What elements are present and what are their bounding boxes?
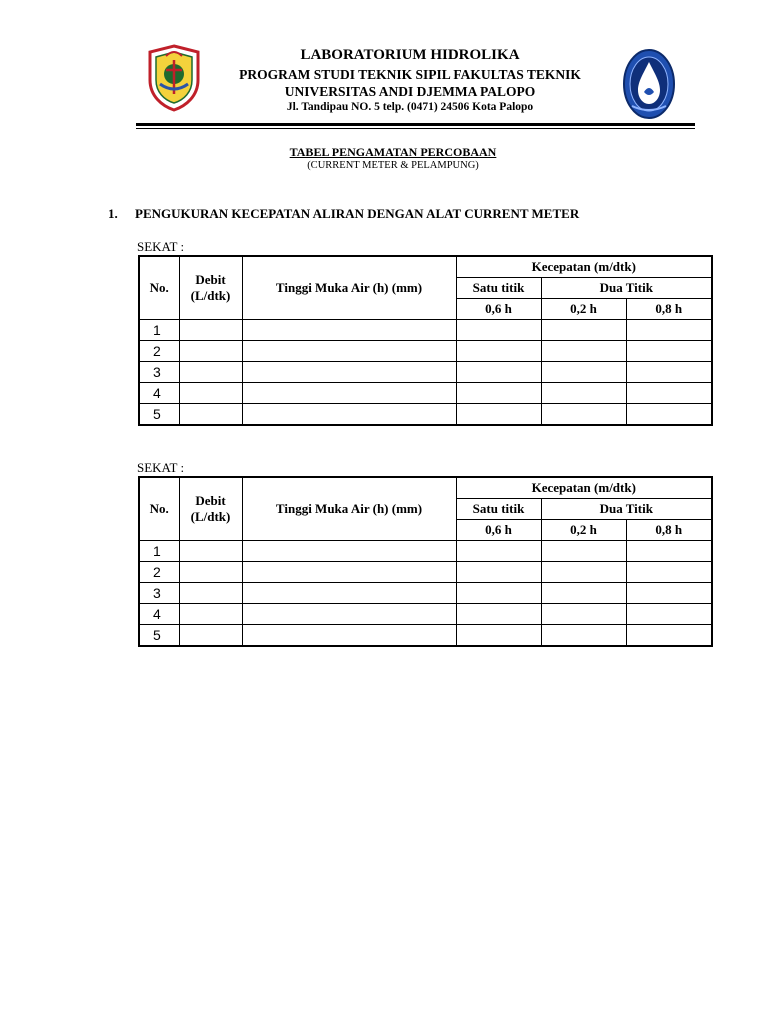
lab-name: LABORATORIUM HIDROLIKA — [300, 47, 520, 63]
cell-tinggi[interactable] — [242, 362, 456, 383]
cell-02h[interactable] — [541, 383, 626, 404]
cell-08h[interactable] — [626, 341, 712, 362]
cell-06h[interactable] — [456, 604, 541, 625]
cell-02h[interactable] — [541, 541, 626, 562]
cell-08h[interactable] — [626, 362, 712, 383]
study-program: PROGRAM STUDI TEKNIK SIPIL FAKULTAS TEKNIK — [239, 67, 581, 82]
col-header-08h: 0,8 h — [626, 299, 712, 320]
observation-table-2 — [138, 476, 713, 647]
cell-06h[interactable] — [456, 625, 541, 647]
letterhead — [0, 0, 768, 130]
col-header-02h: 0,2 h — [541, 299, 626, 320]
table-row — [139, 541, 712, 562]
table-row — [139, 341, 712, 362]
row-number: 3 — [139, 362, 179, 383]
cell-08h[interactable] — [626, 383, 712, 404]
cell-debit[interactable] — [179, 541, 242, 562]
cell-06h[interactable] — [456, 341, 541, 362]
document-title: TABEL PENGAMATAN PERCOBAAN — [289, 145, 497, 159]
section-heading — [108, 206, 579, 222]
section-title: PENGUKURAN KECEPATAN ALIRAN DENGAN ALAT CURRENT METER — [135, 206, 580, 221]
cell-tinggi[interactable] — [242, 604, 456, 625]
col-header-02h: 0,2 h — [541, 520, 626, 541]
col-header-06h: 0,6 h — [456, 299, 541, 320]
col-header-tinggi: Tinggi Muka Air (h) (mm) — [242, 477, 456, 541]
col-header-dua-titik: Dua Titik — [541, 278, 712, 299]
university-name: UNIVERSITAS ANDI DJEMMA PALOPO — [284, 84, 536, 99]
cell-08h[interactable] — [626, 541, 712, 562]
cell-tinggi[interactable] — [242, 541, 456, 562]
cell-02h[interactable] — [541, 320, 626, 341]
table-row — [139, 362, 712, 383]
row-number: 2 — [139, 562, 179, 583]
cell-debit[interactable] — [179, 604, 242, 625]
section-number: 1. — [108, 206, 118, 221]
cell-06h[interactable] — [456, 320, 541, 341]
cell-02h[interactable] — [541, 625, 626, 647]
row-number: 3 — [139, 583, 179, 604]
cell-08h[interactable] — [626, 625, 712, 647]
col-header-debit: Debit (L/dtk) — [179, 256, 242, 320]
col-header-kecepatan: Kecepatan (m/dtk) — [456, 477, 712, 499]
cell-debit[interactable] — [179, 383, 242, 404]
cell-tinggi[interactable] — [242, 320, 456, 341]
col-header-debit: Debit (L/dtk) — [179, 477, 242, 541]
col-header-dua-titik: Dua Titik — [541, 499, 712, 520]
header-rule-thick — [136, 123, 695, 126]
cell-debit[interactable] — [179, 362, 242, 383]
row-number: 5 — [139, 404, 179, 426]
cell-02h[interactable] — [541, 341, 626, 362]
col-header-kecepatan: Kecepatan (m/dtk) — [456, 256, 712, 278]
cell-tinggi[interactable] — [242, 341, 456, 362]
cell-02h[interactable] — [541, 404, 626, 426]
cell-08h[interactable] — [626, 604, 712, 625]
cell-08h[interactable] — [626, 404, 712, 426]
cell-debit[interactable] — [179, 341, 242, 362]
col-header-no: No. — [139, 256, 179, 320]
sekat-label-2: SEKAT : — [137, 460, 185, 475]
col-header-no: No. — [139, 477, 179, 541]
cell-tinggi[interactable] — [242, 625, 456, 647]
table-row — [139, 604, 712, 625]
col-header-satu-titik: Satu titik — [456, 499, 541, 520]
header-rule-thin — [136, 128, 695, 129]
cell-08h[interactable] — [626, 583, 712, 604]
table-row — [139, 562, 712, 583]
cell-02h[interactable] — [541, 362, 626, 383]
address: Jl. Tandipau NO. 5 telp. (0471) 24506 Kota Palopo — [286, 101, 534, 113]
cell-debit[interactable] — [179, 625, 242, 647]
cell-06h[interactable] — [456, 383, 541, 404]
cell-debit[interactable] — [179, 320, 242, 341]
cell-02h[interactable] — [541, 562, 626, 583]
university-emblem-icon — [146, 44, 202, 112]
table-row — [139, 320, 712, 341]
observation-table-1 — [138, 255, 713, 426]
cell-06h[interactable] — [456, 541, 541, 562]
cell-tinggi[interactable] — [242, 383, 456, 404]
cell-08h[interactable] — [626, 320, 712, 341]
cell-06h[interactable] — [456, 583, 541, 604]
row-number: 4 — [139, 604, 179, 625]
faculty-emblem-icon — [622, 48, 676, 120]
cell-tinggi[interactable] — [242, 404, 456, 426]
sekat-label-1: SEKAT : — [137, 239, 185, 254]
row-number: 5 — [139, 625, 179, 647]
cell-tinggi[interactable] — [242, 583, 456, 604]
cell-tinggi[interactable] — [242, 562, 456, 583]
document-subtitle: (CURRENT METER & PELAMPUNG) — [307, 160, 479, 171]
row-number: 4 — [139, 383, 179, 404]
cell-debit[interactable] — [179, 404, 242, 426]
row-number: 2 — [139, 341, 179, 362]
cell-debit[interactable] — [179, 562, 242, 583]
cell-debit[interactable] — [179, 583, 242, 604]
cell-06h[interactable] — [456, 562, 541, 583]
table-row — [139, 404, 712, 426]
cell-02h[interactable] — [541, 604, 626, 625]
col-header-06h: 0,6 h — [456, 520, 541, 541]
col-header-tinggi: Tinggi Muka Air (h) (mm) — [242, 256, 456, 320]
table-row — [139, 625, 712, 647]
table-row — [139, 583, 712, 604]
cell-08h[interactable] — [626, 562, 712, 583]
col-header-satu-titik: Satu titik — [456, 278, 541, 299]
col-header-08h: 0,8 h — [626, 520, 712, 541]
row-number: 1 — [139, 541, 179, 562]
cell-06h[interactable] — [456, 404, 541, 426]
cell-02h[interactable] — [541, 583, 626, 604]
row-number: 1 — [139, 320, 179, 341]
cell-06h[interactable] — [456, 362, 541, 383]
table-row — [139, 383, 712, 404]
